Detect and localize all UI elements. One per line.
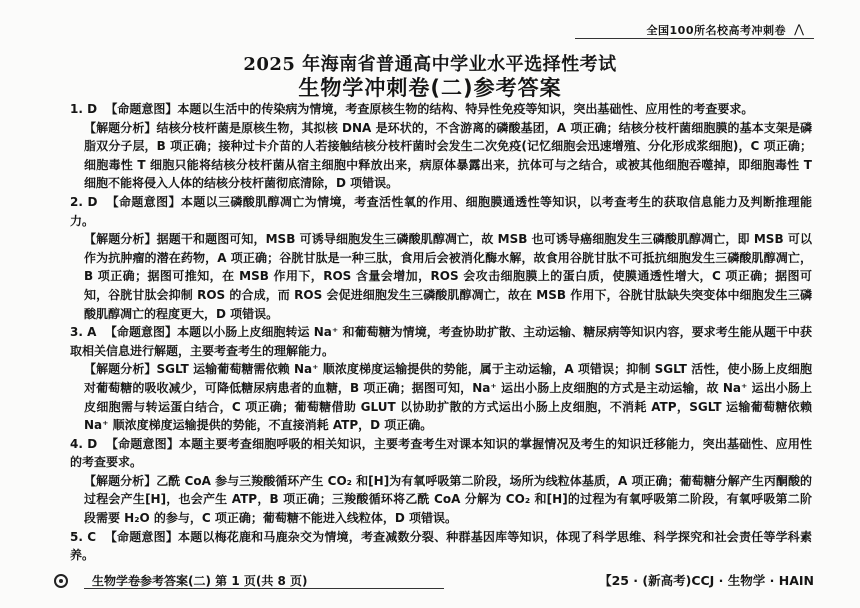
- analysis-text: SGLT 运输葡萄糖需依赖 Na⁺ 顺浓度梯度运输提供的势能，属于主动运输，A 项错误；抑制 SGLT 活性，使小肠上皮细胞对葡萄糖的吸收减少，可降低糖尿病患者的血糖，B 项正确；据图可知，Na⁺ 运出小肠上皮细胞的方式是主动运输，故 Na⁺ 运出小肠上皮细胞需与转运蛋白结合，C 项正确；葡萄糖借助 GLUT 以协助扩散的方式运出小肠上皮细胞，不消耗 ATP，SGLT 运输葡萄糖依赖 Na⁺ 顺浓度梯度运输提供的势能，不直接消耗 ATP，D 项正确。: [84, 362, 812, 433]
- intent-tag: 【命题意图】: [105, 102, 178, 116]
- banner-mark-icon: ⋀: [794, 22, 804, 36]
- answer-5-intent: [70, 528, 812, 565]
- intent-tag: 【命题意图】: [105, 436, 180, 451]
- footer-rule: [84, 588, 444, 589]
- analysis-text: 结核分枝杆菌是原核生物，其拟核 DNA 是环状的，不含游离的磷酸基团，A 项正确；结核分枝杆菌细胞膜的基本支架是磷脂双分子层，B 项正确；接种过卡介苗的人若接触结核分枝杆菌时会发生二次免疫(记忆细胞会迅速增殖、分化形成浆细胞)，C 项正确；细胞毒性 T 细胞只能将结核分枝杆菌从宿主细胞中释放出来，病原体暴露出来，抗体可与之结合，或被其他细胞吞噬掉，即细胞毒性 T 细胞不能将侵入人体的结核分枝杆菌彻底清除，D 项错误。: [84, 120, 812, 191]
- paper-code: 【25 · (新高考)CCJ · 生物学 · HAIN: [599, 573, 814, 588]
- answer-number: 1. D: [70, 102, 98, 116]
- header-rule: [575, 38, 814, 39]
- intent-text: 本题以三磷酸肌醇凋亡为情境，考查活性氧的作用、细胞膜通透性等知识，以考查考生的获取信息能力及判断推理能力。: [70, 194, 812, 228]
- series-banner: 全国100所名校高考冲刺卷: [646, 24, 786, 37]
- analysis-tag: 【解题分析】: [84, 362, 157, 377]
- answer-number: 5. C: [70, 529, 97, 544]
- intent-text: 本题以梅花鹿和马鹿杂交为情境，考查减数分裂、种群基因库等知识，体现了科学思维、科学探究和社会责任等学科素养。: [70, 529, 812, 563]
- intent-tag: 【命题意图】: [106, 194, 181, 209]
- answer-4-intent: [70, 435, 812, 472]
- answer-4-analysis: [70, 472, 812, 528]
- answer-number: 2. D: [70, 194, 98, 209]
- answer-number: 3. A: [70, 325, 97, 340]
- analysis-tag: 【解题分析】: [84, 120, 157, 135]
- answer-number: 4. D: [70, 436, 98, 451]
- answer-2-intent: [70, 193, 812, 230]
- exam-title: 2025 年海南省普通高中学业水平选择性考试: [243, 54, 617, 75]
- intent-tag: 【命题意图】: [104, 325, 178, 340]
- page-bullet-icon: [54, 574, 68, 588]
- answer-2-analysis: [70, 230, 812, 323]
- analysis-tag: 【解题分析】: [84, 232, 157, 247]
- intent-text: 本题以小肠上皮细胞转运 Na⁺ 和葡萄糖为情境，考查协助扩散、主动运输、糖尿病等知识内容，要求考生能从题干中获取相关信息进行解题，主要考查考生的理解能力。: [70, 325, 812, 358]
- intent-tag: 【命题意图】: [104, 529, 179, 544]
- answer-content: [70, 100, 812, 565]
- page-footer-label: 生物学卷参考答案(二) 第 1 页(共 8 页): [92, 574, 308, 588]
- intent-text: 本题主要考查细胞呼吸的相关知识，主要考查考生对课本知识的掌握情况及考生的知识迁移能力，突出基础性、应用性的考查要求。: [70, 436, 812, 470]
- analysis-tag: 【解题分析】: [84, 473, 157, 488]
- answer-3-intent: [70, 323, 812, 360]
- analysis-text: 乙酰 CoA 参与三羧酸循环产生 CO₂ 和[H]为有氧呼吸第二阶段，场所为线粒体基质，A 项正确；葡萄糖分解产生丙酮酸的过程会产生[H]，也会产生 ATP，B 项正确；三羧酸循环将乙酰 CoA 分解为 CO₂ 和[H]的过程为有氧呼吸第二阶段，有氧呼吸第二阶段需要 H₂O 的参与，C 项正确；葡萄糖不能进入线粒体，D 项错误。: [84, 473, 812, 526]
- answer-3-analysis: [70, 360, 812, 434]
- analysis-text: 据题干和题图可知，MSB 可诱导细胞发生三磷酸肌醇凋亡，故 MSB 也可诱导癌细胞发生三磷酸肌醇凋亡，即 MSB 可以作为抗肿瘤的潜在药物，A 项正确；谷胱甘肽是一种三肽，食用后会被消化酶水解，故食用谷胱甘肽不可抵抗细胞发生三磷酸肌醇凋亡，B 项正确；据图可推知，在 MSB 作用下，ROS 含量会增加，ROS 会攻击细胞膜上的蛋白质，使膜通透性增大，C 项正确；据图可知，谷胱甘肽会抑制 ROS 的合成，而 ROS 会促进细胞发生三磷酸肌醇凋亡，故在 MSB 作用下，谷胱甘肽缺失突变体中细胞发生三磷酸肌醇凋亡的程度更大，D 项错误。: [84, 232, 812, 321]
- answer-1-intent: [70, 100, 812, 119]
- answer-1-analysis: [70, 119, 812, 193]
- intent-text: 本题以生活中的传染病为情境，考查原核生物的结构、特异性免疫等知识，突出基础性、应用性的考查要求。: [177, 102, 754, 116]
- answer-key-title: 生物学冲刺卷(二)参考答案: [298, 76, 562, 100]
